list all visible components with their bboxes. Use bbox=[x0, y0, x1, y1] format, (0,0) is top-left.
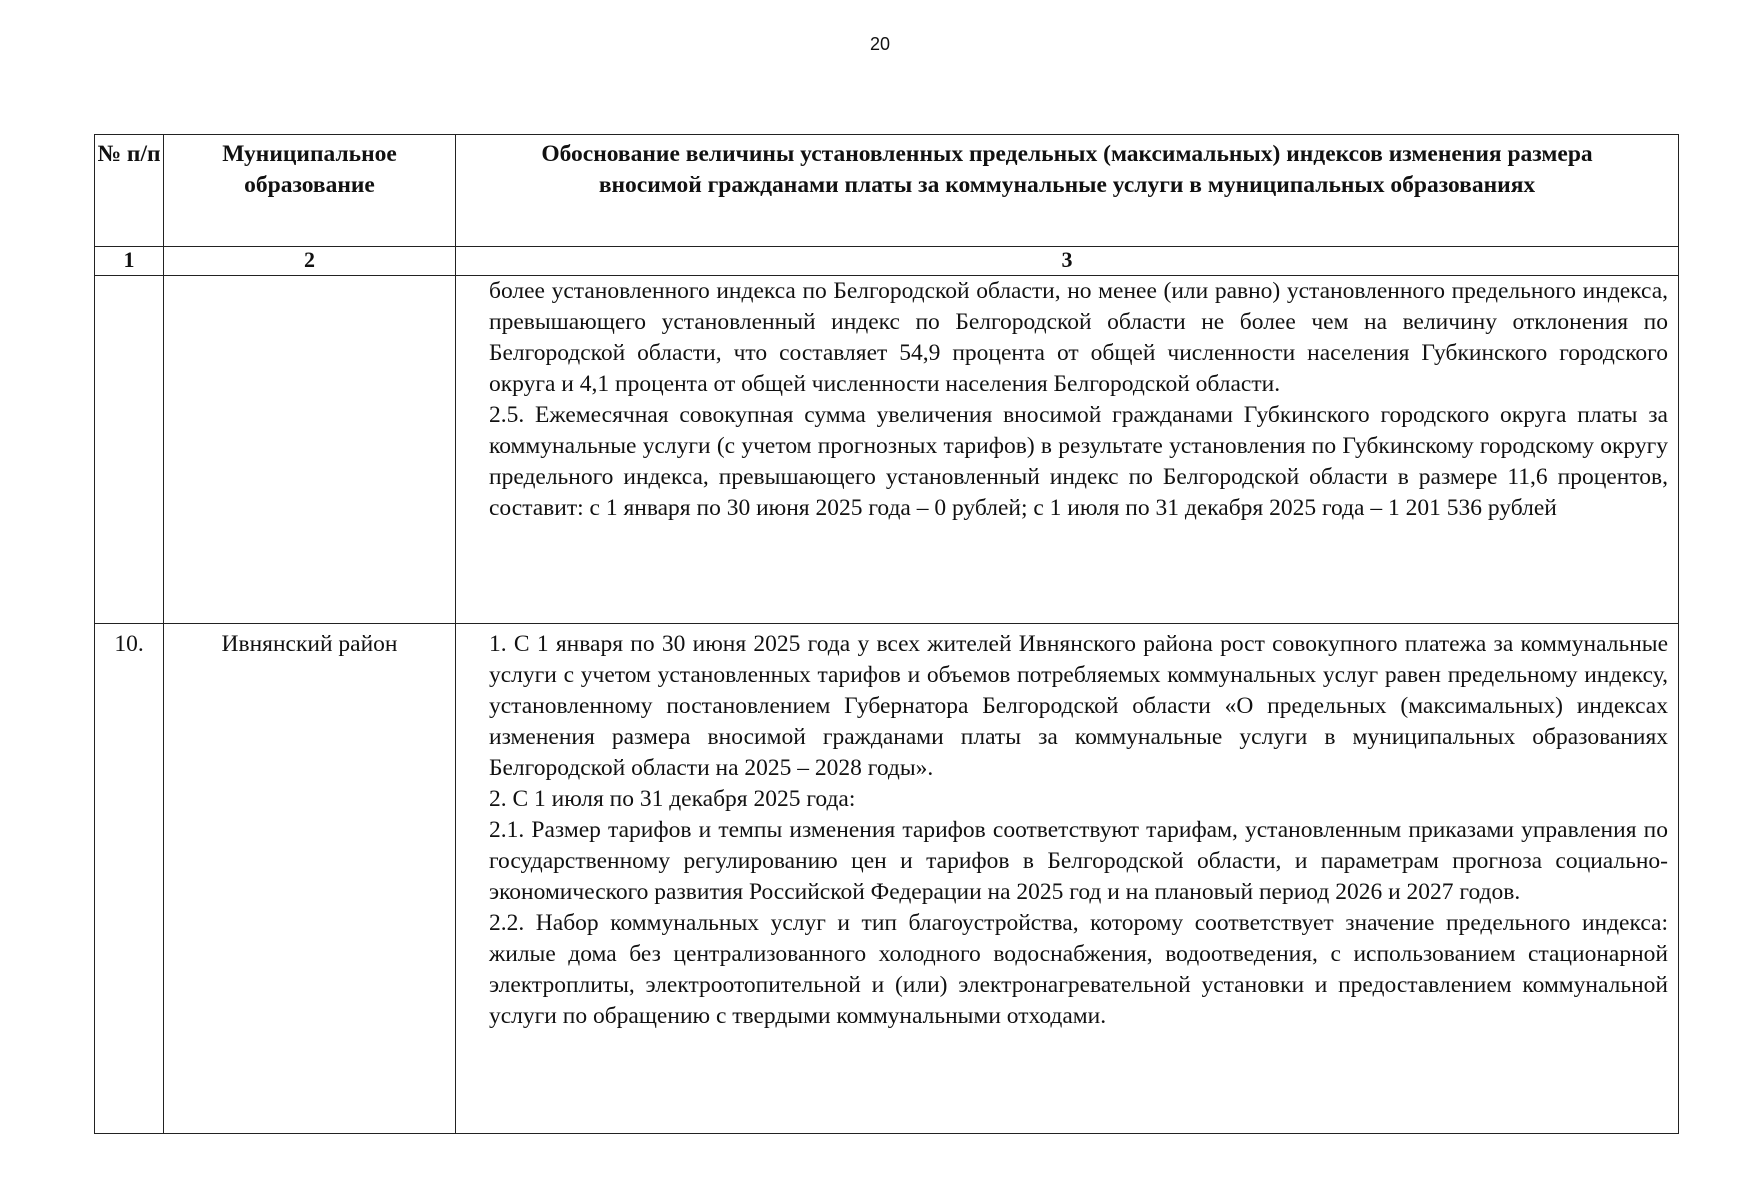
paragraph: 2.1. Размер тарифов и темпы изменения тарифов соответствуют тарифам, установленным приказами управления по государственному регулированию цен и тарифов в Белгородской области, и параметрам прогноза социально-экономического развития Российской Федерации на 2025 год и на плановый период 2026 и 2027 годов. bbox=[489, 817, 1668, 905]
table-row bbox=[95, 624, 1679, 1134]
column-number: 1 bbox=[95, 247, 164, 276]
paragraph: 2.5. Ежемесячная совокупная сумма увеличения вносимой гражданами Губкинского городского округа платы за коммунальные услуги (с учетом прогнозных тарифов) в результате установления по Губкинскому городскому округу предельного индекса, превышающего установленный индекс по Белгородской области в размере 11,6 процентов, составит: с 1 января по 30 июня 2025 года – 0 рублей; с 1 июля по 31 декабря 2025 года – 1 201 536 рублей bbox=[489, 402, 1668, 521]
justification-table bbox=[94, 134, 1679, 1134]
row-municipality bbox=[164, 276, 456, 624]
table-header-row bbox=[95, 135, 1679, 247]
paragraph: 2.2. Набор коммунальных услуг и тип благоустройства, которому соответствует значение предельного индекса: жилые дома без централизованного холодного водоснабжения, водоотведения, с использованием стационарной электроплиты, электроотопительной и (или) электронагревательной установки и предоставлением коммунальной услуги по обращению с твердыми коммунальными отходами. bbox=[489, 910, 1668, 1029]
page-number: 20 bbox=[869, 34, 891, 54]
column-number: 3 bbox=[456, 247, 1679, 276]
paragraph: 2. С 1 июля по 31 декабря 2025 года: bbox=[489, 786, 856, 812]
table-row bbox=[95, 276, 1679, 624]
header-number: № п/п bbox=[95, 135, 164, 247]
row-number bbox=[95, 276, 164, 624]
paragraph: 1. С 1 января по 30 июня 2025 года у всех жителей Ивнянского района рост совокупного платежа за коммунальные услуги с учетом установленных тарифов и объемов потребляемых коммунальных услуг равен предельному индексу, установленному постановлением Губернатора Белгородской области «О предельных (максимальных) индексах изменения размера вносимой гражданами платы за коммунальные услуги в муниципальных образованиях Белгородской области на 2025 – 2028 годы». bbox=[489, 631, 1668, 781]
row-justification bbox=[456, 276, 1679, 624]
paragraph: более установленного индекса по Белгородской области, но менее (или равно) установленного предельного индекса, превышающего установленный индекс по Белгородской области не более чем на величину отклонения по Белгородской области, что составляет 54,9 процента от общей численности населения Губкинского городского округа и 4,1 процента от общей численности населения Белгородской области. bbox=[489, 278, 1668, 397]
row-municipality: Ивнянский район bbox=[164, 624, 456, 1134]
header-justification: Обоснование величины установленных предельных (максимальных) индексов изменения размера вносимой гражданами платы за коммунальные услуги в муниципальных образованиях bbox=[456, 135, 1679, 247]
header-municipality: Муниципальное образование bbox=[164, 135, 456, 247]
column-number: 2 bbox=[164, 247, 456, 276]
row-justification bbox=[456, 624, 1679, 1134]
row-number: 10. bbox=[95, 624, 164, 1134]
column-numbers-row bbox=[95, 247, 1679, 276]
